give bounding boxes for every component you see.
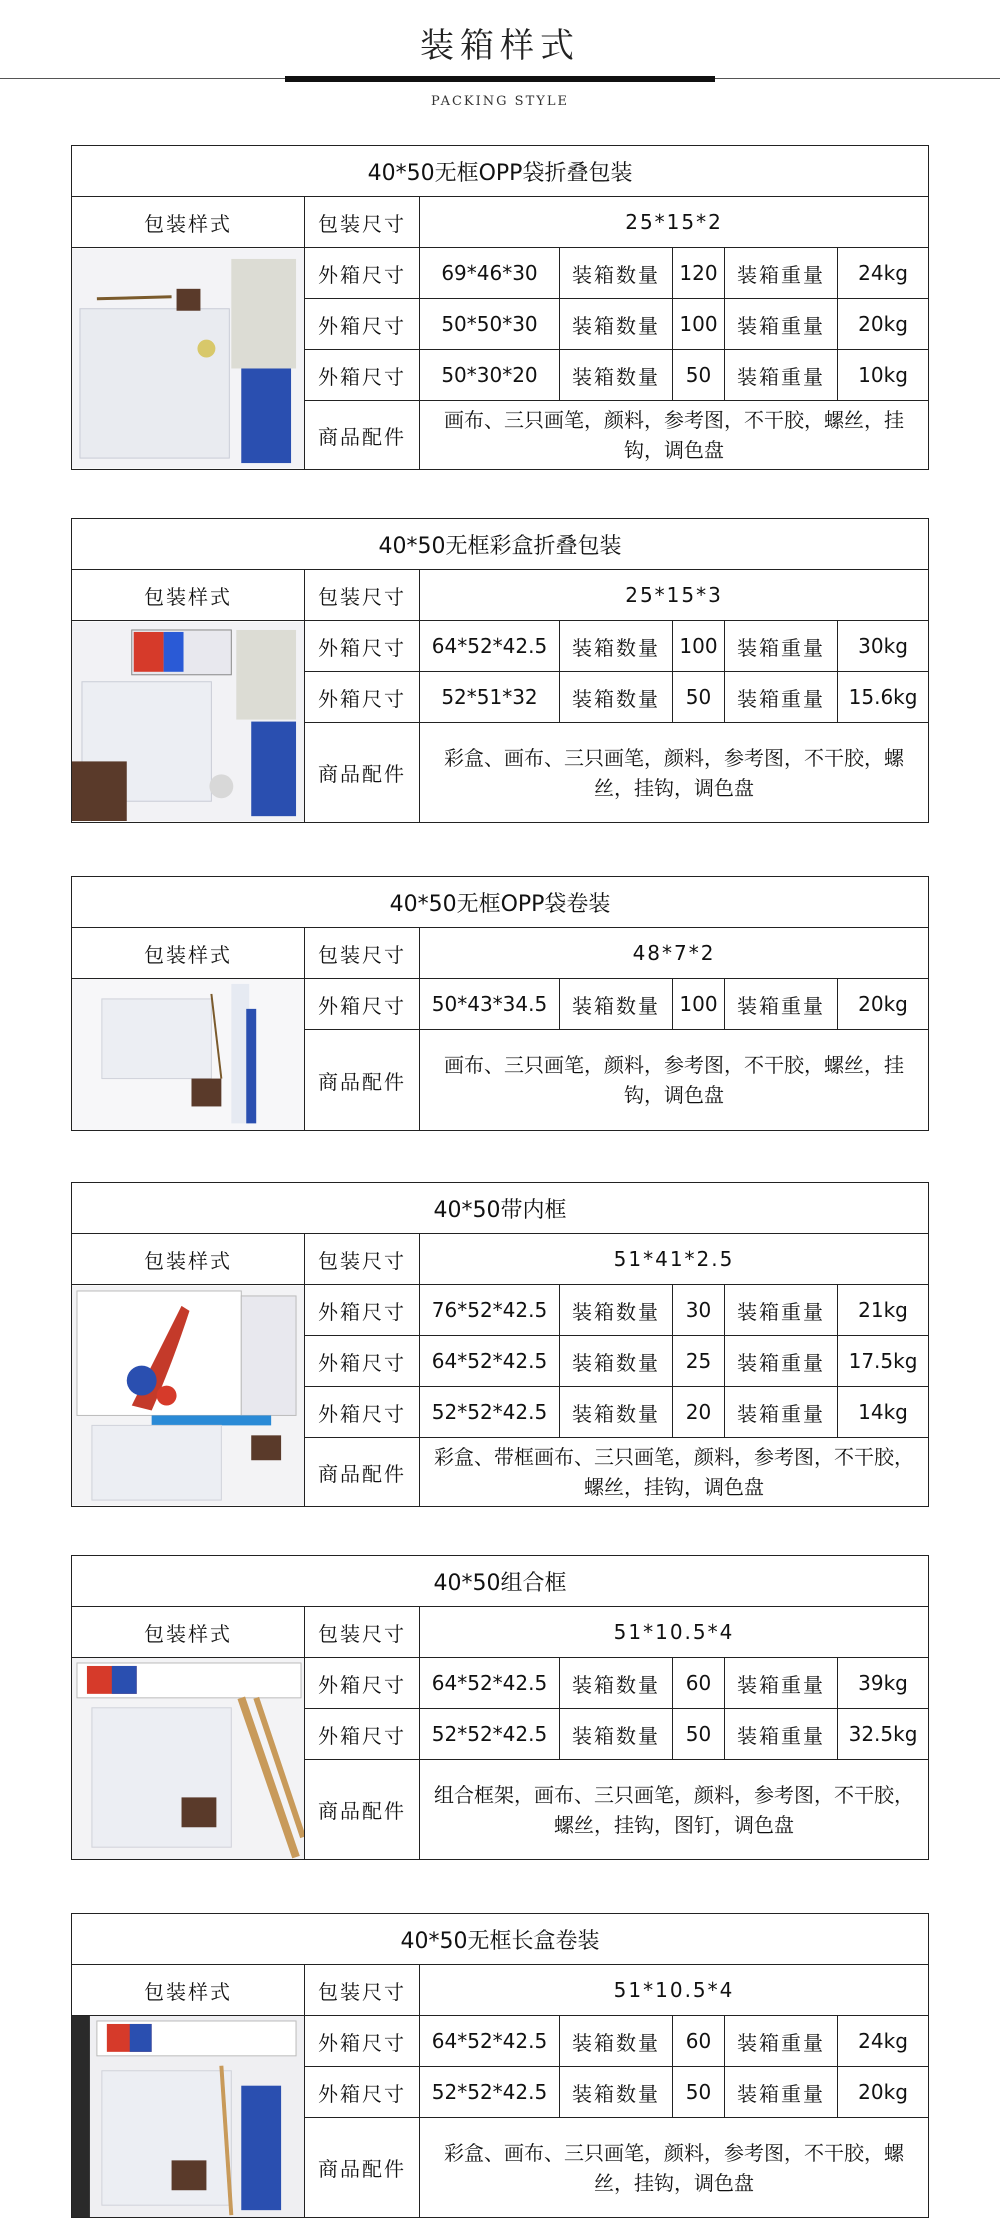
qty-value: 60 — [673, 1658, 725, 1709]
outer-size-label: 外箱尺寸 — [305, 621, 420, 672]
size-header: 包装尺寸 — [305, 570, 420, 621]
outer-size-value: 64*52*42.5 — [420, 1336, 560, 1387]
outer-size-label: 外箱尺寸 — [305, 1285, 420, 1336]
weight-label: 装箱重量 — [725, 1336, 838, 1387]
weight-label: 装箱重量 — [725, 1658, 838, 1709]
accessories-value: 画布、三只画笔，颜料，参考图，不干胶，螺丝，挂钩，调色盘 — [420, 1030, 929, 1131]
outer-size-label: 外箱尺寸 — [305, 979, 420, 1030]
weight-value: 20kg — [838, 299, 929, 350]
weight-value: 32.5kg — [838, 1709, 929, 1760]
qty-value: 30 — [673, 1285, 725, 1336]
product-photo — [72, 621, 305, 823]
accessories-value: 彩盒、画布、三只画笔，颜料，参考图，不干胶，螺丝，挂钩，调色盘 — [420, 723, 929, 823]
table-caption: 40*50无框彩盒折叠包装 — [72, 519, 929, 570]
pack-size-value: 25*15*3 — [420, 570, 929, 621]
qty-value: 60 — [673, 2016, 725, 2067]
outer-size-label: 外箱尺寸 — [305, 350, 420, 401]
outer-size-value: 52*52*42.5 — [420, 1709, 560, 1760]
qty-value: 20 — [673, 1387, 725, 1438]
weight-value: 30kg — [838, 621, 929, 672]
weight-label: 装箱重量 — [725, 979, 838, 1030]
outer-size-value: 52*52*42.5 — [420, 1387, 560, 1438]
table-caption: 40*50无框OPP袋折叠包装 — [72, 146, 929, 197]
qty-label: 装箱数量 — [560, 979, 673, 1030]
accessories-value: 画布、三只画笔，颜料，参考图，不干胶，螺丝，挂钩，调色盘 — [420, 401, 929, 470]
table-caption: 40*50组合框 — [72, 1556, 929, 1607]
accessories-label: 商品配件 — [305, 1760, 420, 1860]
style-header: 包装样式 — [72, 1965, 305, 2016]
accessories-label: 商品配件 — [305, 1438, 420, 1507]
outer-size-value: 64*52*42.5 — [420, 2016, 560, 2067]
qty-label: 装箱数量 — [560, 1336, 673, 1387]
table-caption: 40*50带内框 — [72, 1183, 929, 1234]
outer-size-label: 外箱尺寸 — [305, 2016, 420, 2067]
packing-table-4 — [71, 1182, 929, 1507]
size-header: 包装尺寸 — [305, 197, 420, 248]
outer-size-label: 外箱尺寸 — [305, 1336, 420, 1387]
qty-label: 装箱数量 — [560, 1285, 673, 1336]
packing-table-5 — [71, 1555, 929, 1860]
table-caption: 40*50无框长盒卷装 — [72, 1914, 929, 1965]
outer-size-label: 外箱尺寸 — [305, 2067, 420, 2118]
qty-value: 120 — [673, 248, 725, 299]
outer-size-label: 外箱尺寸 — [305, 248, 420, 299]
outer-size-value: 69*46*30 — [420, 248, 560, 299]
style-header: 包装样式 — [72, 1234, 305, 1285]
page-subtitle: PACKING STYLE — [431, 94, 569, 109]
qty-label: 装箱数量 — [560, 2016, 673, 2067]
outer-size-value: 50*50*30 — [420, 299, 560, 350]
packing-table-3 — [71, 876, 929, 1131]
weight-label: 装箱重量 — [725, 1387, 838, 1438]
pack-size-value: 25*15*2 — [420, 197, 929, 248]
pack-size-value: 51*10.5*4 — [420, 1965, 929, 2016]
outer-size-value: 52*52*42.5 — [420, 2067, 560, 2118]
qty-label: 装箱数量 — [560, 1658, 673, 1709]
weight-value: 21kg — [838, 1285, 929, 1336]
weight-label: 装箱重量 — [725, 248, 838, 299]
weight-value: 17.5kg — [838, 1336, 929, 1387]
qty-label: 装箱数量 — [560, 1709, 673, 1760]
accessories-label: 商品配件 — [305, 1030, 420, 1131]
packing-table-2 — [71, 518, 929, 823]
qty-value: 50 — [673, 2067, 725, 2118]
qty-label: 装箱数量 — [560, 621, 673, 672]
size-header: 包装尺寸 — [305, 1607, 420, 1658]
weight-value: 20kg — [838, 2067, 929, 2118]
qty-label: 装箱数量 — [560, 350, 673, 401]
weight-label: 装箱重量 — [725, 2016, 838, 2067]
accessories-value: 彩盒、画布、三只画笔，颜料，参考图，不干胶，螺丝，挂钩，调色盘 — [420, 2118, 929, 2218]
weight-label: 装箱重量 — [725, 621, 838, 672]
outer-size-value: 64*52*42.5 — [420, 621, 560, 672]
outer-size-label: 外箱尺寸 — [305, 1658, 420, 1709]
product-photo — [72, 979, 305, 1131]
accessories-label: 商品配件 — [305, 401, 420, 470]
weight-label: 装箱重量 — [725, 299, 838, 350]
weight-value: 24kg — [838, 2016, 929, 2067]
packing-table-1 — [71, 145, 929, 470]
outer-size-value: 76*52*42.5 — [420, 1285, 560, 1336]
qty-label: 装箱数量 — [560, 1387, 673, 1438]
weight-label: 装箱重量 — [725, 672, 838, 723]
pack-size-value: 48*7*2 — [420, 928, 929, 979]
outer-size-label: 外箱尺寸 — [305, 1387, 420, 1438]
packing-table-6 — [71, 1913, 929, 2218]
outer-size-value: 50*30*20 — [420, 350, 560, 401]
qty-value: 50 — [673, 1709, 725, 1760]
style-header: 包装样式 — [72, 570, 305, 621]
style-header: 包装样式 — [72, 1607, 305, 1658]
outer-size-value: 64*52*42.5 — [420, 1658, 560, 1709]
qty-label: 装箱数量 — [560, 2067, 673, 2118]
weight-value: 24kg — [838, 248, 929, 299]
accessories-label: 商品配件 — [305, 723, 420, 823]
product-photo — [72, 2016, 305, 2218]
weight-value: 10kg — [838, 350, 929, 401]
outer-size-label: 外箱尺寸 — [305, 1709, 420, 1760]
header-accent-bar — [285, 76, 715, 82]
product-photo — [72, 1658, 305, 1860]
qty-value: 100 — [673, 299, 725, 350]
outer-size-value: 50*43*34.5 — [420, 979, 560, 1030]
pack-size-value: 51*10.5*4 — [420, 1607, 929, 1658]
qty-label: 装箱数量 — [560, 672, 673, 723]
table-caption: 40*50无框OPP袋卷装 — [72, 877, 929, 928]
weight-label: 装箱重量 — [725, 350, 838, 401]
product-photo — [72, 1285, 305, 1507]
outer-size-value: 52*51*32 — [420, 672, 560, 723]
qty-label: 装箱数量 — [560, 299, 673, 350]
accessories-label: 商品配件 — [305, 2118, 420, 2218]
qty-value: 50 — [673, 672, 725, 723]
qty-value: 100 — [673, 979, 725, 1030]
qty-value: 100 — [673, 621, 725, 672]
qty-value: 50 — [673, 350, 725, 401]
outer-size-label: 外箱尺寸 — [305, 672, 420, 723]
size-header: 包装尺寸 — [305, 928, 420, 979]
accessories-value: 组合框架，画布、三只画笔，颜料，参考图，不干胶，螺丝，挂钩，图钉，调色盘 — [420, 1760, 929, 1860]
qty-label: 装箱数量 — [560, 248, 673, 299]
page-title: 装箱样式 — [420, 26, 580, 66]
weight-label: 装箱重量 — [725, 2067, 838, 2118]
size-header: 包装尺寸 — [305, 1234, 420, 1285]
qty-value: 25 — [673, 1336, 725, 1387]
product-photo — [72, 248, 305, 470]
weight-value: 15.6kg — [838, 672, 929, 723]
style-header: 包装样式 — [72, 197, 305, 248]
pack-size-value: 51*41*2.5 — [420, 1234, 929, 1285]
weight-label: 装箱重量 — [725, 1709, 838, 1760]
accessories-value: 彩盒、带框画布、三只画笔，颜料，参考图，不干胶，螺丝，挂钩，调色盘 — [420, 1438, 929, 1507]
weight-value: 14kg — [838, 1387, 929, 1438]
page-header — [0, 0, 1000, 120]
size-header: 包装尺寸 — [305, 1965, 420, 2016]
weight-value: 20kg — [838, 979, 929, 1030]
weight-value: 39kg — [838, 1658, 929, 1709]
weight-label: 装箱重量 — [725, 1285, 838, 1336]
style-header: 包装样式 — [72, 928, 305, 979]
outer-size-label: 外箱尺寸 — [305, 299, 420, 350]
